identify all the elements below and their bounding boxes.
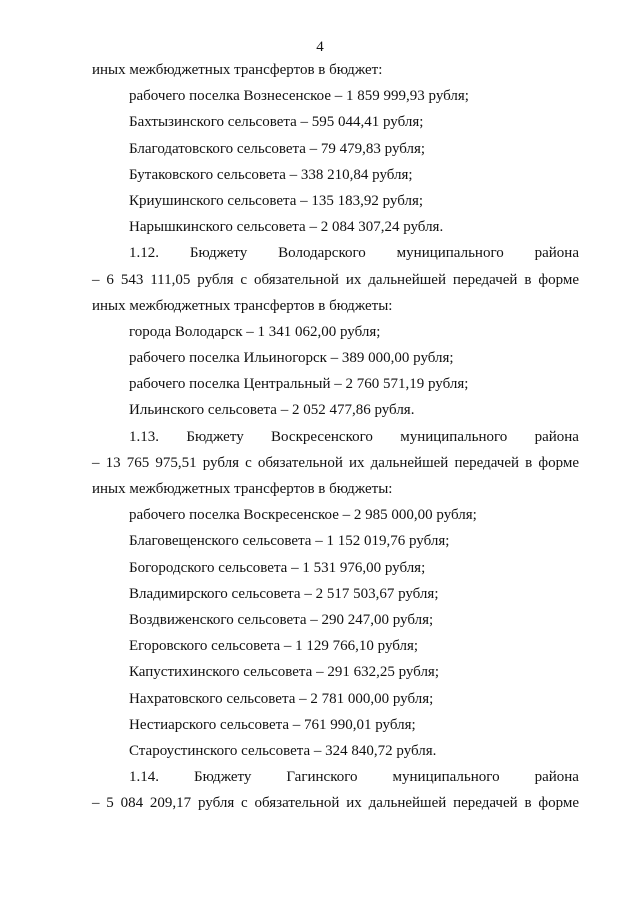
section-number: 1.12. bbox=[129, 245, 159, 262]
heading-word: Бюджету bbox=[186, 428, 244, 445]
heading-word: Володарского bbox=[278, 245, 366, 262]
list-item: Благодатовского сельсовета – 79 479,83 рубля; bbox=[129, 140, 426, 157]
list-item: Бахтызинского сельсовета – 595 044,41 рубля; bbox=[129, 114, 424, 131]
section-heading-1-13 bbox=[92, 424, 579, 450]
list-item: рабочего поселка Воскресенское – 2 985 000,00 рубля; bbox=[129, 507, 477, 524]
text-line: иных межбюджетных трансфертов в бюджет: bbox=[92, 62, 383, 78]
list-item: Капустихинского сельсовета – 291 632,25 рубля; bbox=[129, 664, 439, 681]
list-item: Воздвиженского сельсовета – 290 247,00 рубля; bbox=[129, 611, 434, 628]
text-line: – 13 765 975,51 рубля с обязательной их дальнейшей передачей в форме bbox=[92, 454, 579, 471]
page-number: 4 bbox=[316, 39, 324, 55]
list-item: рабочего поселка Ильиногорск – 389 000,00 рубля; bbox=[129, 350, 454, 367]
list-item: Криушинского сельсовета – 135 183,92 рубля; bbox=[129, 192, 424, 209]
list-item: города Володарск – 1 341 062,00 рубля; bbox=[129, 323, 381, 340]
section-heading-1-14 bbox=[92, 764, 579, 790]
text-line: иных межбюджетных трансфертов в бюджеты: bbox=[92, 297, 393, 314]
list-item: Нахратовского сельсовета – 2 781 000,00 рубля; bbox=[129, 690, 434, 707]
text-line: иных межбюджетных трансфертов в бюджеты: bbox=[92, 481, 393, 497]
heading-word: района bbox=[534, 245, 579, 262]
section-heading-1-12 bbox=[92, 240, 579, 266]
heading-word: Бюджету bbox=[194, 769, 252, 786]
list-item: Нестиарского сельсовета – 761 990,01 рубля; bbox=[129, 716, 416, 733]
list-item: рабочего поселка Центральный – 2 760 571,19 рубля; bbox=[129, 376, 469, 393]
list-item: Благовещенского сельсовета – 1 152 019,76 рубля; bbox=[129, 533, 450, 550]
list-item: рабочего поселка Вознесенское – 1 859 999,93 рубля; bbox=[129, 88, 469, 105]
heading-word: района bbox=[534, 769, 579, 786]
list-item: Бутаковского сельсовета – 338 210,84 рубля; bbox=[129, 166, 413, 183]
list-item: Ильинского сельсовета – 2 052 477,86 рубля. bbox=[129, 402, 415, 419]
heading-word: Бюджету bbox=[189, 245, 248, 262]
list-item: Егоровского сельсовета – 1 129 766,10 рубля; bbox=[129, 638, 419, 655]
heading-word: Гагинского bbox=[286, 769, 358, 786]
section-number: 1.13. bbox=[129, 428, 159, 445]
document-body bbox=[92, 57, 579, 816]
text-line: – 6 543 111,05 рубля с обязательной их дальнейшей передачей в форме bbox=[92, 271, 579, 288]
list-item: Владимирского сельсовета – 2 517 503,67 рубля; bbox=[129, 585, 439, 602]
list-item: Богородского сельсовета – 1 531 976,00 рубля; bbox=[129, 559, 426, 576]
text-line: – 5 084 209,17 рубля с обязательной их дальнейшей передачей в форме bbox=[92, 795, 579, 812]
heading-word: муниципального bbox=[400, 428, 508, 445]
heading-word: района bbox=[534, 428, 579, 445]
section-number: 1.14. bbox=[129, 769, 159, 786]
heading-word: муниципального bbox=[392, 769, 500, 786]
list-item: Нарышкинского сельсовета – 2 084 307,24 рубля. bbox=[129, 219, 444, 236]
heading-word: Воскресенского bbox=[271, 428, 373, 445]
heading-word: муниципального bbox=[396, 245, 504, 262]
list-item: Староустинского сельсовета – 324 840,72 рубля. bbox=[129, 742, 437, 759]
